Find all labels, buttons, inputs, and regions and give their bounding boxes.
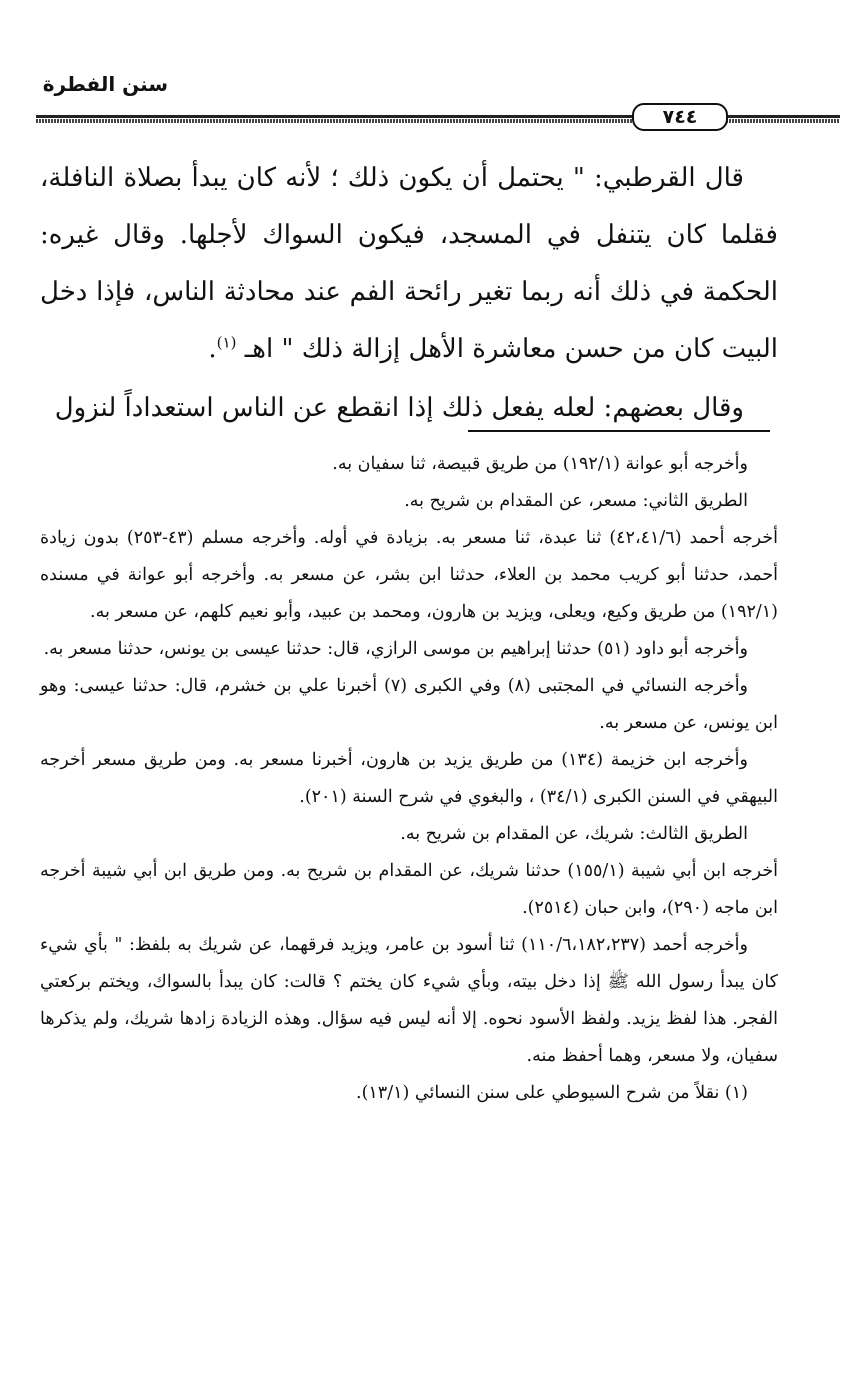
- footnotes: [40, 446, 778, 1112]
- footnote-line: وأخرجه أحمد (١١٠/٦،١٨٢،٢٣٧) ثنا أسود بن عامر، ويزيد فرقهما، عن شريك به بلفظ: " بأي شيء كان يبدأ رسول الله ﷺ إذا دخل بيته، وبأي شيء كان يختم ؟ قالت: كان يبدأ بالسواك، ويختم بركعتي الفجر. هذا لفظ يزيد. ولفظ الأسود نحوه. إلا أنه ليس فيه سؤال. وهذه الزيادة زادها شريك، ولم يذكرها سفيان، ولا مسعر، وهما أحفظ منه.: [40, 935, 778, 1066]
- running-title: سنن الفطرة: [42, 72, 168, 96]
- footnote-line: وأخرجه أبو داود (٥١) حدثنا إبراهيم بن موسى الرازي، قال: حدثنا عيسى بن يونس، حدثنا مسعر به.: [43, 639, 748, 659]
- footnote-line: (١) نقلاً من شرح السيوطي على سنن النسائي (١٣/١).: [356, 1083, 748, 1103]
- footnote-line: الطريق الثالث: شريك، عن المقدام بن شريح به.: [400, 824, 748, 844]
- page-number: ٧٤٤: [632, 103, 728, 131]
- footnote-marker: (١): [216, 333, 237, 352]
- footnote-separator: [468, 430, 770, 432]
- footnote-line: الطريق الثاني: مسعر، عن المقدام بن شريح به.: [404, 491, 748, 511]
- main-text: [40, 150, 778, 437]
- footnote-line: أخرجه ابن أبي شيبة (١٥٥/١) حدثنا شريك، عن المقدام بن شريح به. ومن طريق ابن أبي شيبة أخرجه ابن ماجه (٢٩٠)، وابن حبان (٢٥١٤).: [40, 861, 778, 918]
- footnote-line: وأخرجه أبو عوانة (١٩٢/١) من طريق قبيصة، ثنا سفيان به.: [332, 454, 748, 474]
- main-paragraph: قال القرطبي: " يحتمل أن يكون ذلك ؛ لأنه كان يبدأ بصلاة النافلة، فقلما كان يتنفل في المسجد، فيكون السواك لأجلها. وقال غيره: الحكمة في ذلك أنه ربما تغير رائحة الفم عند محادثة الناس، فإذا دخل البيت كان من حسن معاشرة الأهل إزالة ذلك " اهـ $^{(١)}$.: [40, 163, 778, 364]
- footnote-line: وأخرجه النسائي في المجتبى (٨) وفي الكبرى (٧) أخبرنا علي بن خشرم، قال: حدثنا عيسى: وهو ابن يونس، عن مسعر به.: [40, 676, 778, 733]
- main-paragraph-text: قال القرطبي: " يحتمل أن يكون ذلك ؛ لأنه كان يبدأ بصلاة النافلة، فقلما كان يتنفل في المسجد، فيكون السواك لأجلها. وقال غيره: الحكمة في ذلك أنه ربما تغير رائحة الفم عند محادثة الناس، فإذا دخل البيت كان من حسن معاشرة الأهل إزالة ذلك " اهـ: [40, 163, 778, 364]
- footnote-line: أخرجه أحمد (٤٢،٤١/٦) ثنا عبدة، ثنا مسعر به. بزيادة في أوله. وأخرجه مسلم (٤٣-٢٥٣) بدون زيادة أحمد، حدثنا أبو كريب محمد بن العلاء، حدثنا ابن بشر، عن مسعر به. وأخرجه أبو عوانة في مسنده (١٩٢/١) من طريق وكيع، ويعلى، ويزيد بن هارون، ومحمد بن عبيد، وأبو نعيم كلهم، عن مسعر به.: [40, 528, 778, 622]
- main-paragraph: وقال بعضهم: لعله يفعل ذلك إذا انقطع عن الناس استعداداً لنزول: [54, 393, 744, 423]
- footnote-line: وأخرجه ابن خزيمة (١٣٤) من طريق يزيد بن هارون، أخبرنا مسعر به. ومن طريق مسعر أخرجه البيهقي في السنن الكبرى (٣٤/١) ، والبغوي في شرح السنة (٢٠١).: [40, 750, 778, 807]
